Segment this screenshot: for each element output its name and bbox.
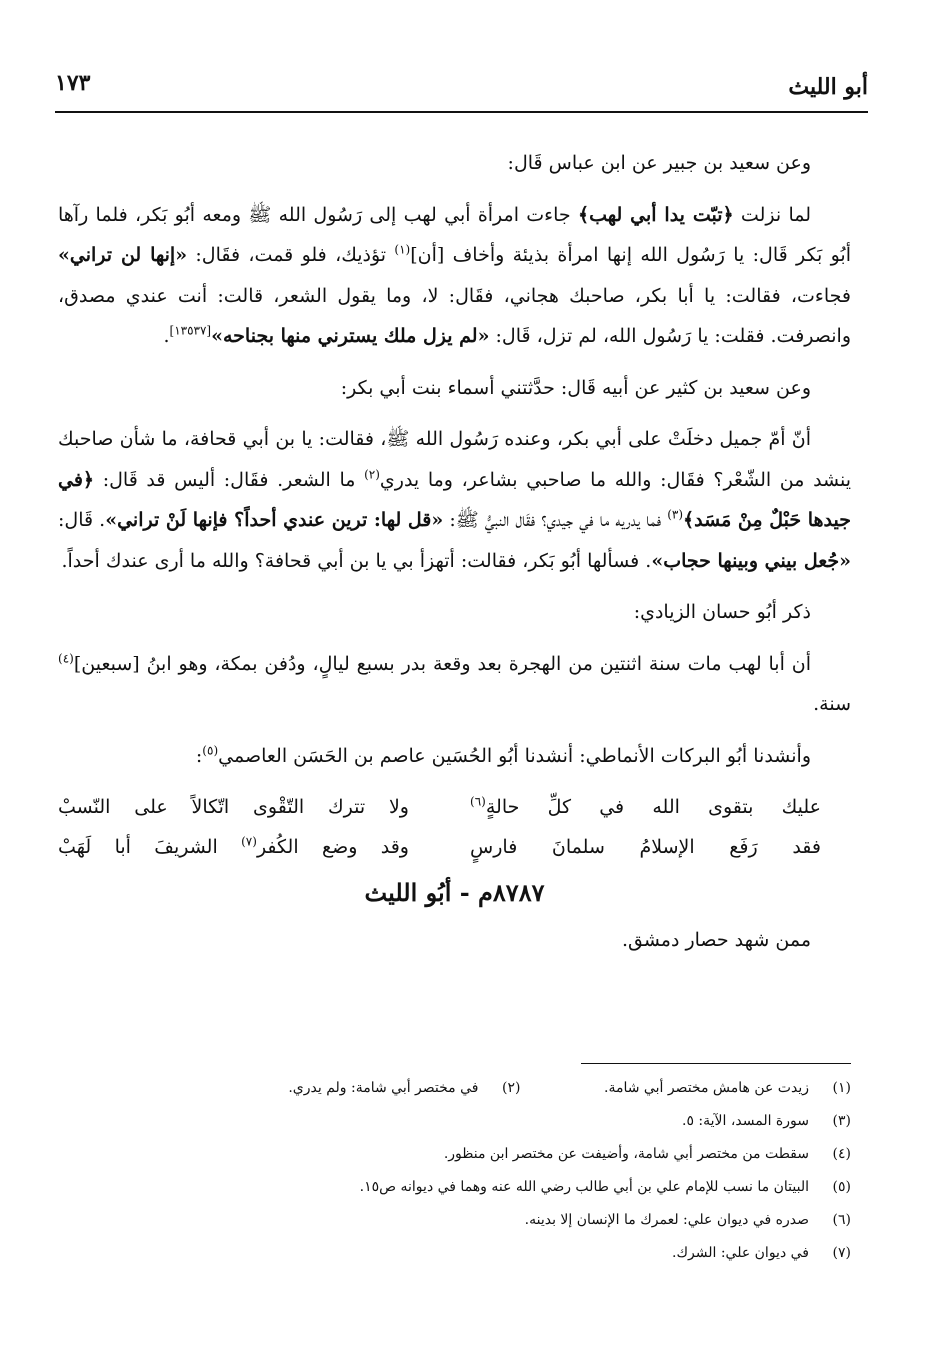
text-span: ذكر أبُو حسان الزيادي: <box>633 601 811 623</box>
footnote-text: زيدت عن هامش مختصر أبي شامة. <box>604 1080 809 1096</box>
paragraph-2 <box>58 195 851 357</box>
text-span: وقد وضع الكُفر <box>256 836 409 858</box>
footnote-ref[interactable]: (٦) <box>470 794 486 809</box>
text-span: وعن سعيد بن كثير عن أبيه قَال: حدَّثتني أسماء بنت أبي بكر: <box>340 376 811 399</box>
footnote-1 <box>521 1072 852 1105</box>
footnote-text: صدره في ديوان علي: لعمرك ما الإنسان إلا بدينه. <box>524 1212 809 1228</box>
footnote-5 <box>190 1171 851 1204</box>
hadith-quote: «قل لها: ترين عندي أحداً؟ فإنها لَنْ تراني» <box>105 509 444 531</box>
text-span: أن أبا لهب مات سنة اثنتين من الهجرة بعد وقعة بدر بسبع ليالٍ، ودُفن بمكة، وهو ابنُ [سبعين] <box>73 652 811 675</box>
footnote-2 <box>190 1072 521 1105</box>
text-span: أنّ أمّ جميل دخلَتْ على أبي بكر، وعنده رَسُول الله ﷺ، فقالت: يا بن أبي قحافة، ما شأن صاحبك ينشد من الشّعْر؟ فقَال: والله ما صاحبي بشاعر، وما يدري <box>58 428 852 491</box>
footnote-3 <box>190 1105 851 1138</box>
text-span: تؤذيك، فلو قمت، فقَال: <box>187 244 395 266</box>
text-span: وأنشدنا أبُو البركات الأنماطي: أنشدنا أبُو الحُسَين عاصم بن الحَسَن العاصمي <box>218 744 811 767</box>
text-span: . فسألها أبُو بَكر، فقالت: أتهزأ بي يا بن أبي قحافة؟ والله ما أرى عندك أحداً. <box>61 549 652 572</box>
footnote-ref[interactable]: (٧) <box>241 834 257 849</box>
footnote-number: (١) <box>832 1080 851 1096</box>
text-span: . قَال: <box>58 509 106 531</box>
footnote-ref[interactable]: (١) <box>394 242 411 257</box>
text-span: جاءت امرأة أبي لهب إلى رَسُول الله ﷺ ومعه أبُو بَكر، فلما رآها أبُو بَكر قَال: يا رَسُول الله إنها امرأة بذيئة وأخاف [أن] <box>58 203 851 266</box>
footnote-number: (٧) <box>832 1245 851 1261</box>
footnote-row <box>190 1072 851 1105</box>
footnote-rule <box>581 1063 851 1064</box>
footnote-ref[interactable]: (٢) <box>364 467 380 482</box>
footnote-4 <box>190 1138 851 1171</box>
footnotes <box>190 1072 851 1270</box>
paragraph-6 <box>58 644 851 725</box>
paragraph-5 <box>58 592 851 633</box>
running-title: أبو الليث <box>788 74 868 100</box>
footnote-ref[interactable]: (٥) <box>202 743 219 758</box>
page-header <box>55 66 868 106</box>
quran-quote: ﴿في جيدها حَبْلٌ مِنْ مَسَد﴾ <box>58 468 851 531</box>
footnote-number: (٢) <box>502 1080 521 1096</box>
footnote-text: سورة المسد، الآية: ٥. <box>682 1113 809 1129</box>
main-text <box>58 143 851 971</box>
text-span: لما نزلت <box>733 203 812 226</box>
text-span: ممن شهد حصار دمشق. <box>621 928 811 951</box>
paragraph-4 <box>58 419 851 581</box>
footnote-ref[interactable]: (٣) <box>667 507 684 522</box>
footnote-text: في ديوان علي: الشرك. <box>672 1245 809 1261</box>
text-span: فجاءت، فقالت: يا أبا بكر، صاحبك هجاني، فقَال: لا، وما يقول الشعر، قالت: أنت عندي مصدق، وانصرفت. فقلت: يا رَسُول الله، لم تزل، قَال: <box>58 284 851 347</box>
text-span: ما الشعر. فقَال: أليس قد قَال: <box>94 468 365 491</box>
footnote-number: (٦) <box>832 1212 851 1228</box>
hemistich-right: فقد رَفَع الإسلامُ سلمانَ فارسٍ <box>470 836 821 858</box>
entry-text <box>58 920 851 961</box>
footnote-text: سقطت من مختصر أبي شامة، وأضيفت عن مختصر ابن منظور. <box>443 1146 809 1162</box>
hadith-quote: «إنها لن تراني» <box>58 244 188 266</box>
text-span: . <box>163 325 170 347</box>
page-number: ١٧٣ <box>55 70 91 96</box>
text-span: الشريفَ أبا لَهَبْ <box>58 836 242 858</box>
footnote-text: في مختصر أبي شامة: ولم يدري. <box>288 1080 479 1096</box>
footnote-number: (٣) <box>832 1113 851 1129</box>
text-span: : <box>195 744 203 767</box>
text-span: وعن سعيد بن جبير عن ابن عباس قَال: <box>507 152 811 174</box>
hadith-number: [١٣٥٣٧] <box>169 323 212 338</box>
header-rule <box>55 111 868 113</box>
footnote-6 <box>190 1204 851 1237</box>
text-span: عليك بتقوى الله في كلِّ حالةٍ <box>485 796 821 818</box>
hemistich-right <box>470 787 821 827</box>
footnote-text: البيتان ما نسب للإمام علي بن أبي طالب رضي الله عنه وهما في ديوانه ص١٥. <box>359 1179 809 1195</box>
hadith-quote: «لم يزل ملك يسترني منها بجناحه» <box>211 325 490 347</box>
footnote-number: (٤) <box>832 1146 851 1162</box>
hemistich-left: ولا تترك التّقْوى اتّكالاً على النّسبْ <box>58 796 409 818</box>
paragraph-7 <box>58 736 851 777</box>
footnote-ref[interactable]: (٤) <box>58 651 74 666</box>
footnote-number: (٥) <box>832 1179 851 1195</box>
verse-2 <box>58 827 821 867</box>
hemistich-left <box>58 827 409 867</box>
text-span: فما يدريه ما في جيدي؟ فقَال النبيُّ ﷺ: <box>443 509 668 531</box>
text-span: سنة. <box>813 693 851 715</box>
hadith-quote: «جُعل بيني وبينها حجاب» <box>651 549 851 572</box>
poem <box>58 787 821 867</box>
entry-title: ٨٧٨٧م - أبُو الليث <box>364 878 545 907</box>
paragraph-1 <box>58 143 851 184</box>
verse-1 <box>58 787 821 827</box>
quran-quote: ﴿تبّت يدا أبي لهب﴾ <box>577 203 734 226</box>
footnote-7 <box>190 1237 851 1270</box>
paragraph-3 <box>58 368 851 409</box>
